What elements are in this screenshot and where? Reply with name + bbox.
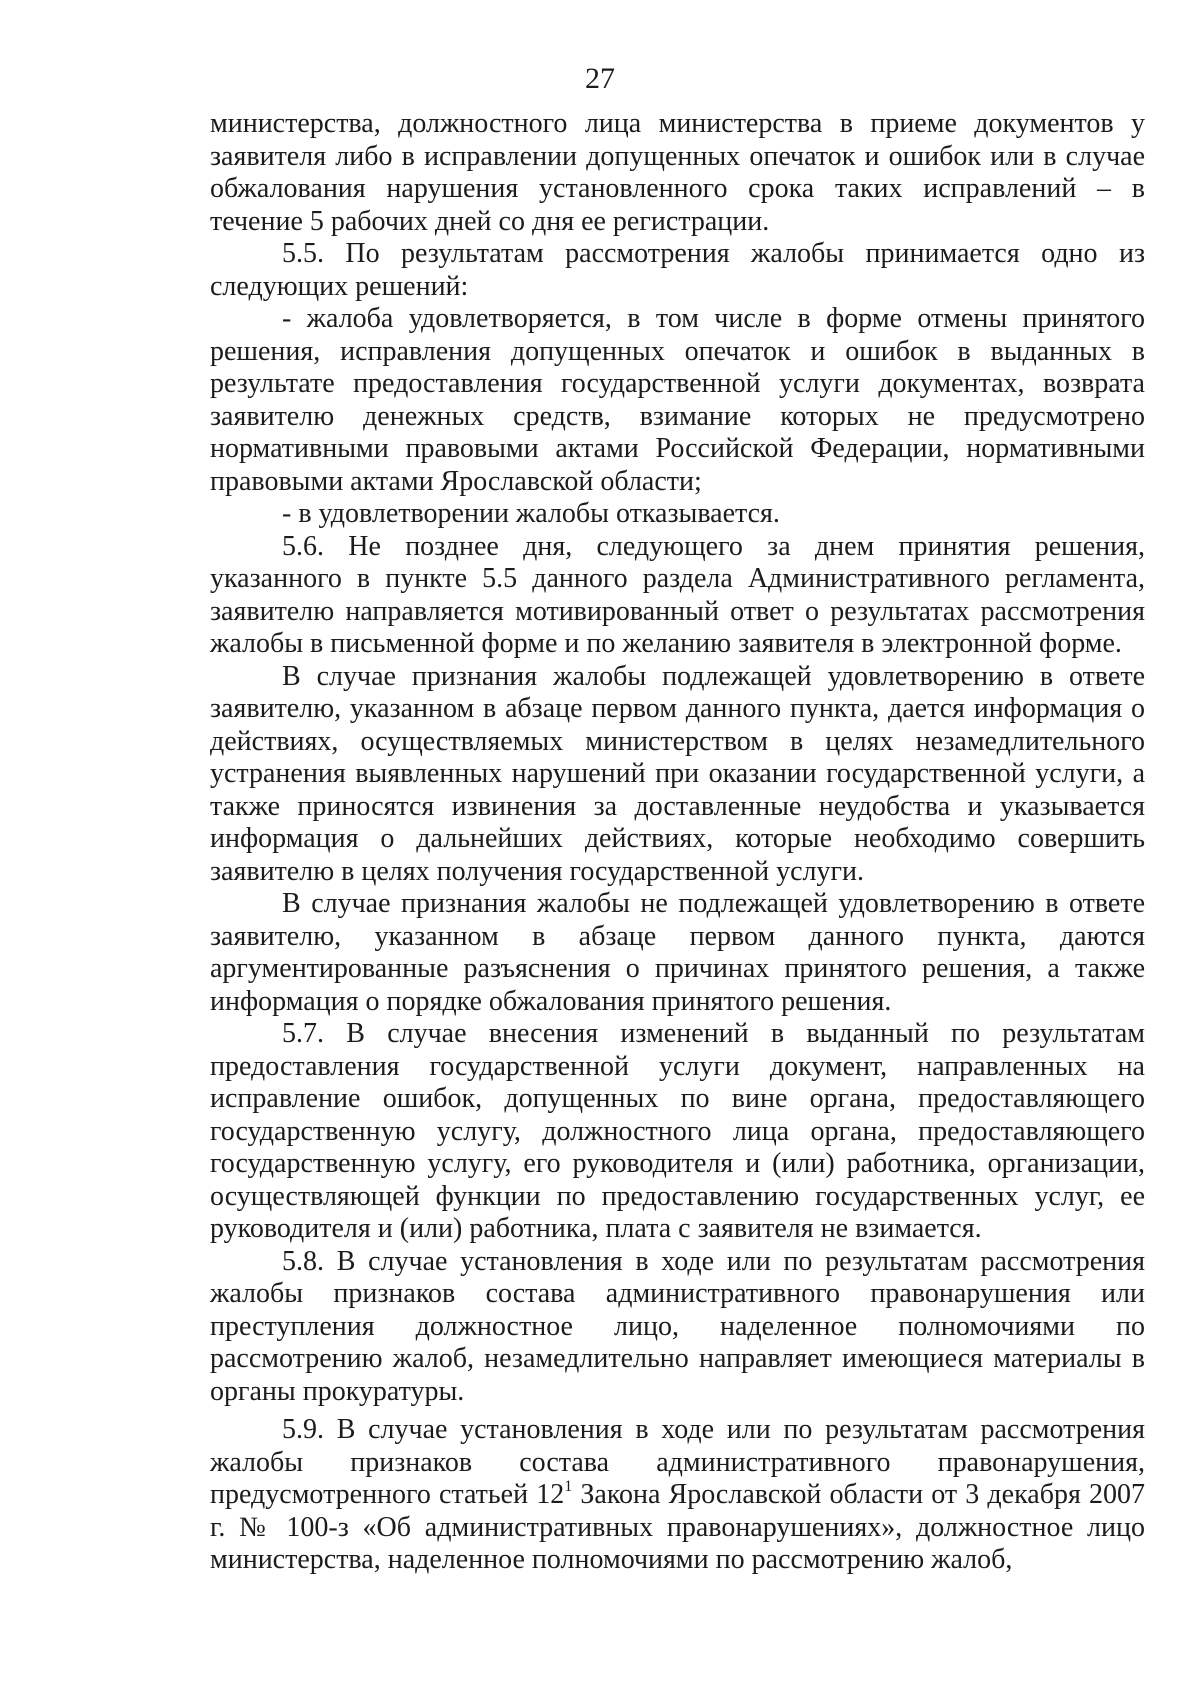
paragraph-5-9 [210, 1414, 1145, 1577]
document-body [210, 108, 1145, 1577]
paragraph-rejection-case: В случае признания жалобы не подлежащей удовлетворению в ответе заявителю, указанном в абзаце первом данного пункта, даются аргументированные разъяснения о причинах принятого решения, а также информация о порядке обжалования принятого решения. [210, 888, 1145, 1017]
article-superscript: 1 [564, 1478, 573, 1495]
list-item-complaint-rejected: - в удовлетворении жалобы отказывается. [282, 498, 780, 529]
page-number: 27 [585, 62, 615, 95]
paragraph-continuation: министерства, должностного лица министерства в приеме документов у заявителя либо в исправлении допущенных опечаток и ошибок или в случае обжалования нарушения установленного срока таких исправлений – в течение 5 рабочих дней со дня ее регистрации. [210, 108, 1145, 237]
paragraph-5-8: 5.8. В случае установления в ходе или по результатам рассмотрения жалобы признаков состава административного правонарушения или преступления должностное лицо, наделенное полномочиями по рассмотрению жалоб, незамедлительно направляет имеющиеся материалы в органы прокуратуры. [210, 1245, 1145, 1407]
paragraph-satisfaction-case: В случае признания жалобы подлежащей удовлетворению в ответе заявителю, указанном в абзаце первом данного пункта, дается информация о действиях, осуществляемых министерством в целях незамедлительного устранения выявленных нарушений при оказании государственной услуги, а также приносятся извинения за доставленные неудобства и указывается информация о дальнейших действиях, которые необходимо совершить заявителю в целях получения государственной услуги. [210, 660, 1145, 887]
paragraph-5-9-start: 5.9. В случае установления в ходе или по результатам рассмотрения жалобы признаков состава административного правонарушения, предусмотренного статьей 12 [210, 1414, 1145, 1510]
paragraph-5-5: 5.5. По результатам рассмотрения жалобы принимается одно из следующих решений: [210, 238, 1145, 302]
paragraph-5-6: 5.6. Не позднее дня, следующего за днем принятия решения, указанного в пункте 5.5 данного раздела Административного регламента, заявителю направляется мотивированный ответ о результатах рассмотрения жалобы в письменной форме и по желанию заявителя в электронной форме. [210, 530, 1145, 659]
paragraph-5-9-end: Закона Ярославской области от 3 декабря 2007 г. № 100-з «Об административных правонарушениях», должностное лицо министерства, наделенное полномочиями по рассмотрению жалоб, [210, 1479, 1145, 1575]
list-item-complaint-satisfied: - жалоба удовлетворяется, в том числе в форме отмены принятого решения, исправления допущенных опечаток и ошибок в выданных в результате предоставления государственной услуги документах, возврата заявителю денежных средств, взимание которых не предусмотрено нормативными правовыми актами Российской Федерации, нормативными правовыми актами Ярославской области; [210, 303, 1145, 497]
paragraph-5-7: 5.7. В случае внесения изменений в выданный по результатам предоставления государственной услуги документ, направленных на исправление ошибок, допущенных по вине органа, предоставляющего государственную услугу, должностного лица органа, предоставляющего государственную услугу, его руководителя и (или) работника, организации, осуществляющей функции по предоставлению государственных услуг, ее руководителя и (или) работника, плата с заявителя не взимается. [210, 1018, 1145, 1244]
